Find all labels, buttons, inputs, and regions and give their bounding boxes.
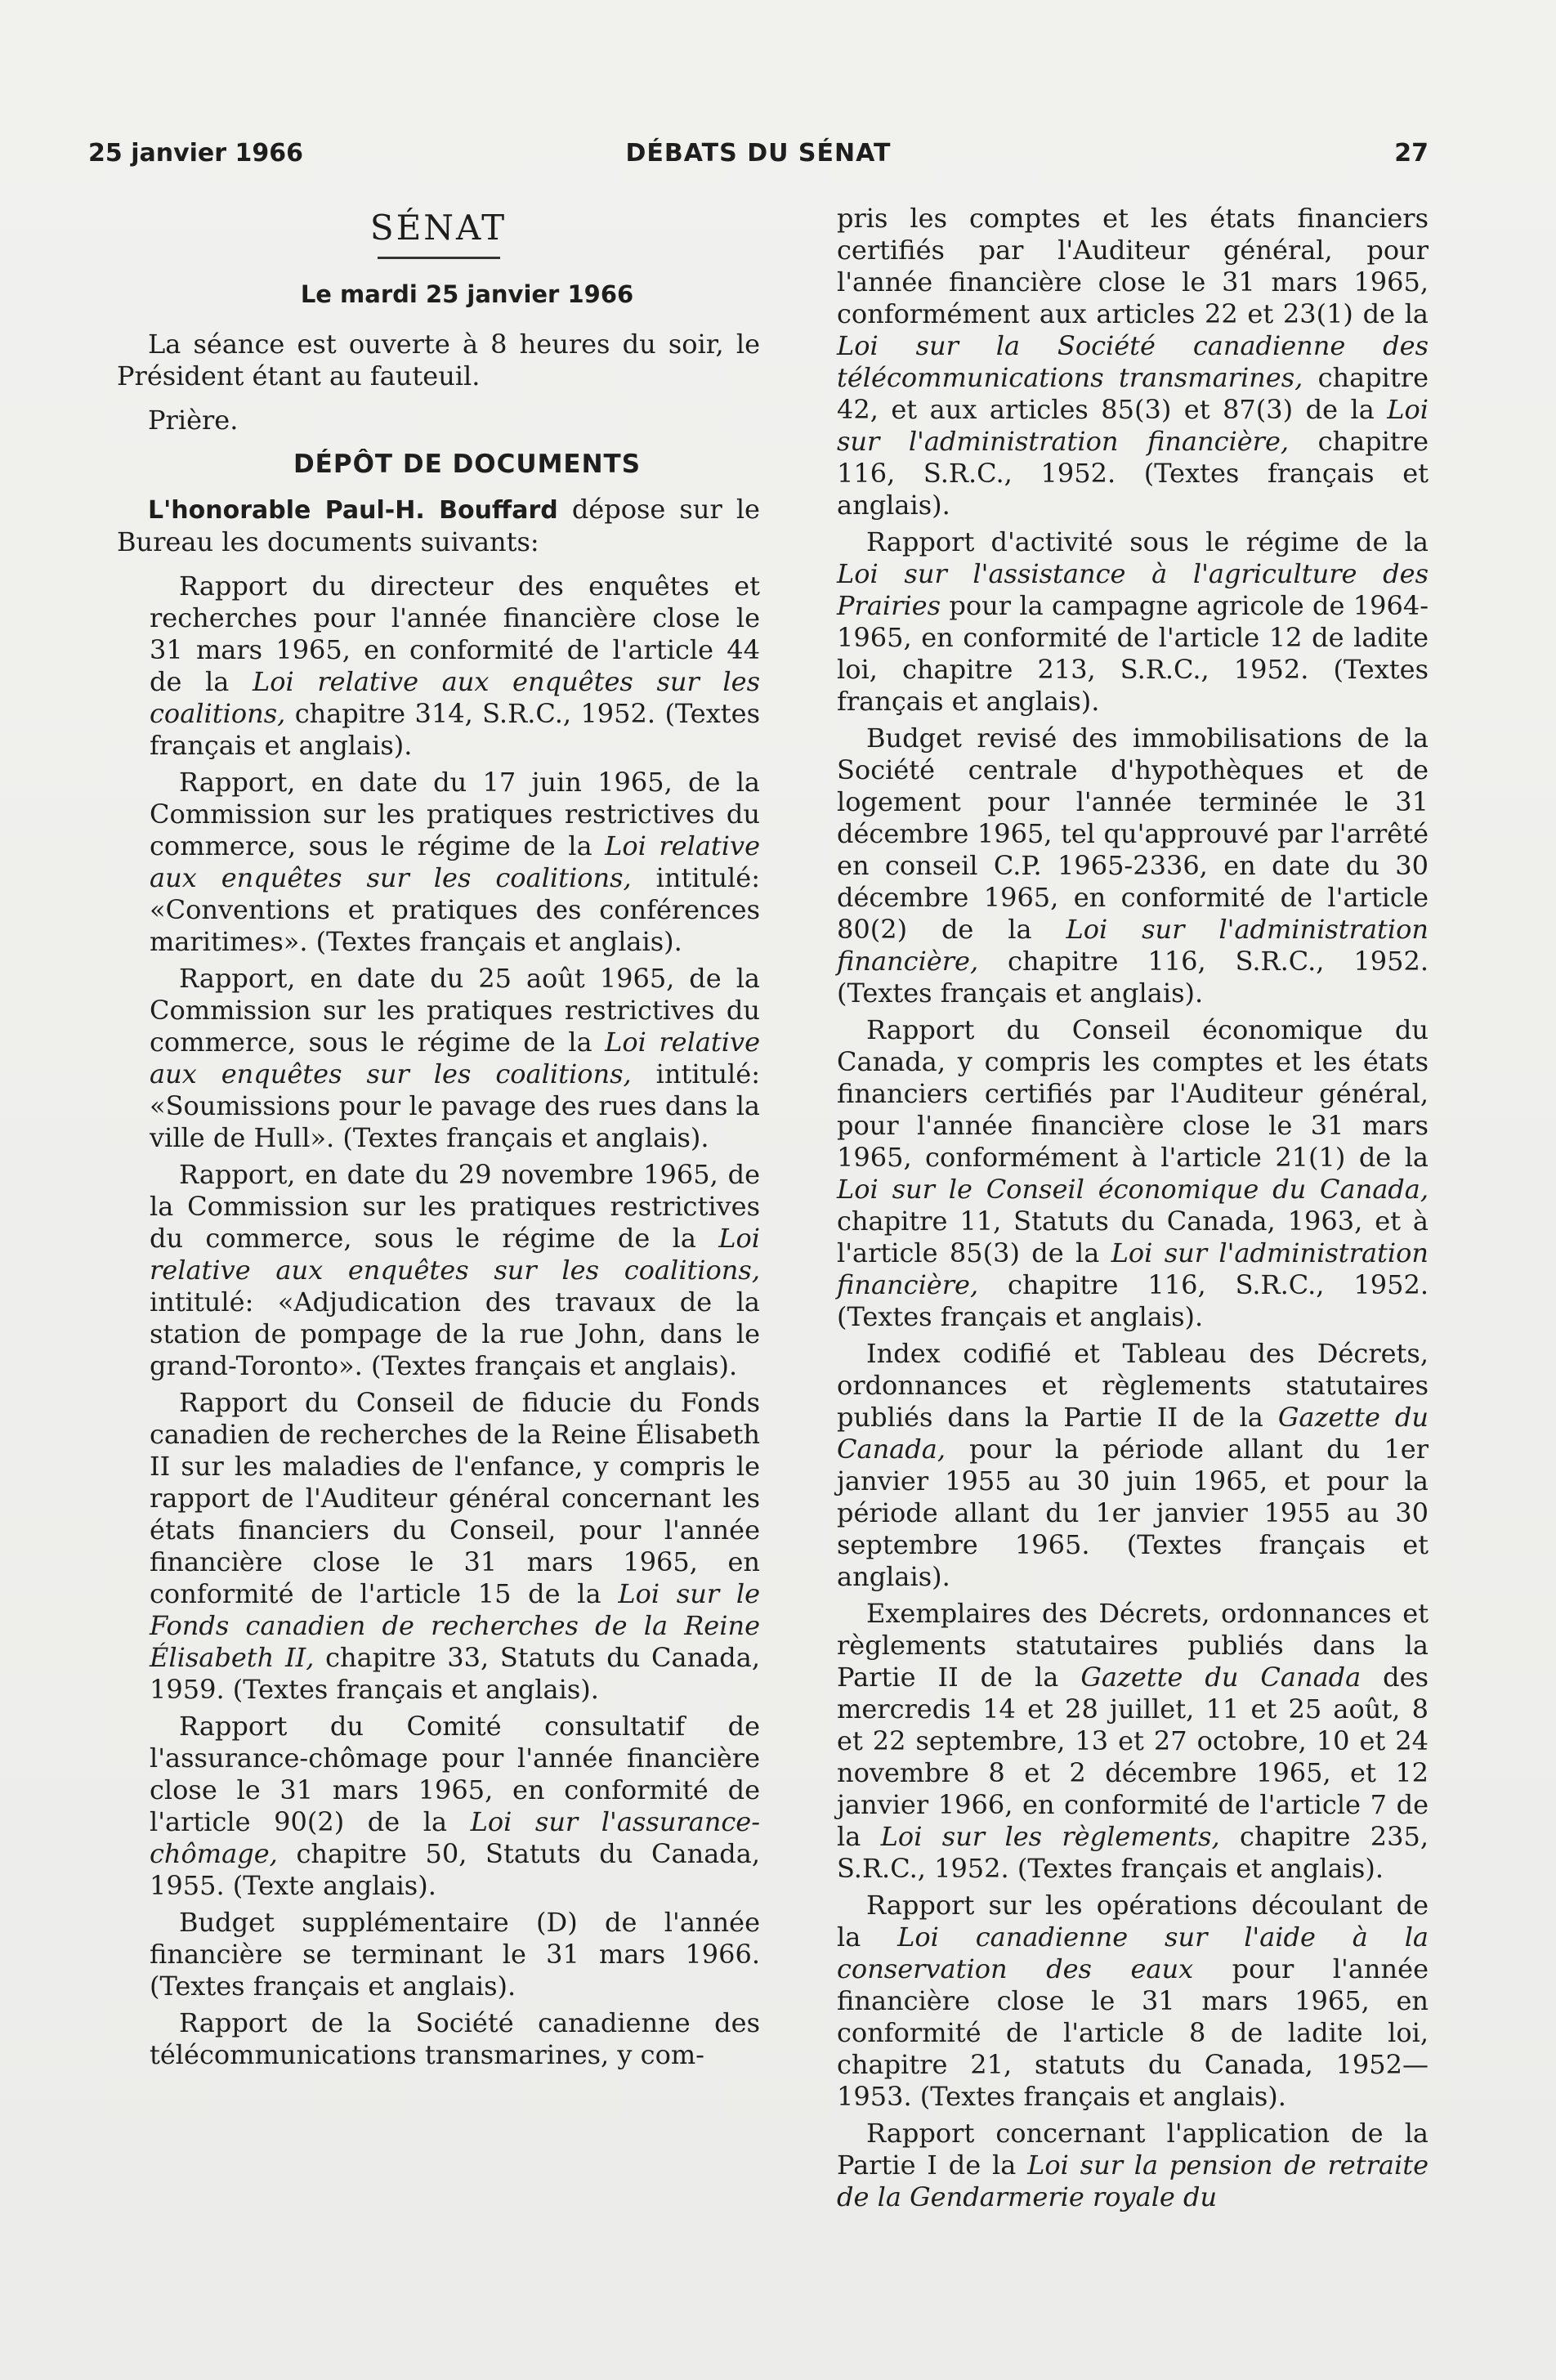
statute-title: Loi sur le Conseil économique du Canada, [837, 1174, 1429, 1205]
document-item [150, 1159, 760, 1382]
document-text: chapitre 116, S.R.C., 1952. (Textes français et anglais). [837, 426, 1429, 521]
document-text: pris les comptes et les états financiers certifiés par l'Auditeur général, pour l'année financière close le 31 mars 1965, conformément aux articles 22 et 23(1) de la [837, 203, 1429, 329]
document-text: Rapport du Conseil de fiducie du Fonds canadien de recherches de la Reine Élisabeth II sur les maladies de l'enfance, y compris le rapport de l'Auditeur général concernant les états financiers du Conseil, pour l'année financière close le 31 mars 1965, en conformité de l'article 15 de la [150, 1387, 760, 1609]
document-item [150, 767, 760, 958]
statute-title: Loi sur l'administration financière, [837, 1237, 1429, 1300]
running-head [88, 139, 1429, 172]
statute-title: Gazette du Canada [1080, 1662, 1362, 1693]
document-item [150, 570, 760, 762]
document-text: chapitre 235, S.R.C., 1952. (Textes français et anglais). [837, 1821, 1429, 1884]
document-item [837, 1598, 1429, 1885]
document-item [837, 2118, 1429, 2213]
document-text: chapitre 42, et aux articles 85(3) et 87(3) de la [837, 362, 1429, 425]
document-text: Rapport concernant l'application de la Partie I de la [837, 2118, 1429, 2181]
document-text: Rapport, en date du 17 juin 1965, de la Commission sur les pratiques restrictives du commerce, sous le régime de la [150, 767, 760, 861]
document-text: chapitre 116, S.R.C., 1952. (Textes français et anglais). [837, 1269, 1429, 1332]
document-text: Rapport de la Société canadienne des télécommunications transmarines, y com- [150, 2007, 760, 2070]
document-text: chapitre 50, Statuts du Canada, 1955. (Texte anglais). [150, 1838, 760, 1901]
statute-title: Loi sur la pension de retraite de la Gendarmerie royale du [837, 2150, 1429, 2212]
document-text: pour l'année financière close le 31 mars 1965, en conformité de l'article 8 de ladite loi, chapitre 21, statuts du Canada, 1952—1953. (Textes français et anglais). [837, 1953, 1429, 2112]
document-item [150, 1907, 760, 2002]
document-text: Rapport d'activité sous le régime de la [866, 526, 1429, 557]
running-head-date: 25 janvier 1966 [88, 139, 303, 168]
statute-title: Loi sur l'assurance-chômage, [150, 1806, 760, 1869]
opening-paragraph: La séance est ouverte à 8 heures du soir, le Président étant au fauteuil. [117, 329, 760, 391]
document-item [150, 2007, 760, 2071]
document-text: Rapport, en date du 29 novembre 1965, de la Commission sur les pratiques restrictives du commerce, sous le régime de la [150, 1159, 760, 1254]
document-text: pour la période allant du 1er janvier 1955 au 30 juin 1965, et pour la période allant du 1er janvier 1955 au 30 septembre 1965. (Textes français et anglais). [837, 1434, 1429, 1592]
document-item [150, 1711, 760, 1902]
sitting-date: Le mardi 25 janvier 1966 [300, 280, 634, 308]
document-text: Rapport sur les opérations découlant de la [837, 1890, 1429, 1953]
statute-title: Loi relative aux enquêtes sur les coalitions, [150, 666, 761, 729]
document-text: Rapport du directeur des enquêtes et recherches pour l'année financière close le 31 mars 1965, en conformité de l'article 44 de la [150, 570, 760, 697]
section-heading: DÉPÔT DE DOCUMENTS [293, 450, 642, 479]
statute-title: Loi sur l'administration financière, [837, 394, 1429, 457]
statute-title: Gazette du Canada, [837, 1402, 1429, 1465]
document-text: chapitre 33, Statuts du Canada, 1959. (Textes français et anglais). [150, 1642, 761, 1705]
document-text: chapitre 116, S.R.C., 1952. (Textes français et anglais). [837, 946, 1429, 1009]
statute-title: Loi sur les règlements, [880, 1821, 1220, 1852]
document-text: Rapport, en date du 25 août 1965, de la Commission sur les pratiques restrictives du commerce, sous le régime de la [150, 963, 760, 1058]
document-item [837, 1014, 1429, 1333]
document-text: chapitre 314, S.R.C., 1952. (Textes français et anglais). [150, 698, 760, 761]
document-text: intitulé: «Adjudication des travaux de la station de pompage de la rue John, dans le grand-Toronto». (Textes français et anglais). [150, 1286, 760, 1381]
right-column [837, 203, 1429, 2218]
document-text: Rapport du Conseil économique du Canada, y compris les comptes et les états financiers certifiés par l'Auditeur général, pour l'année financière close le 31 mars 1965, conformément à l'article 21(1) de la [837, 1014, 1429, 1173]
statute-title: Loi sur l'administration financière, [837, 914, 1429, 977]
statute-title: Loi relative aux enquêtes sur les coalitions, [150, 1223, 760, 1286]
prayer-paragraph: Prière. [148, 405, 239, 436]
left-document-list [117, 570, 760, 2071]
document-text: intitulé: «Soumissions pour le pavage des rues dans la ville de Hull». (Textes français et anglais). [150, 1058, 761, 1153]
document-text: Budget supplémentaire (D) de l'année financière se terminant le 31 mars 1966. (Textes français et anglais). [150, 1907, 760, 2002]
document-text: chapitre 11, Statuts du Canada, 1963, et à l'article 85(3) de la [837, 1206, 1429, 1268]
page-number: 27 [1394, 139, 1429, 168]
speaker-name: L'honorable Paul-H. Bouffard [148, 496, 558, 525]
document-item [150, 963, 760, 1154]
tabling-text: dépose sur le Bureau les documents suivants: [117, 494, 760, 557]
chamber-title: SÉNAT [369, 208, 507, 248]
title-rule [378, 257, 500, 259]
running-head-title: DÉBATS DU SÉNAT [625, 139, 892, 168]
document-text: Exemplaires des Décrets, ordonnances et règlements statutaires publiés dans la Partie II de la [837, 1598, 1429, 1693]
document-text: Rapport du Comité consultatif de l'assurance-chômage pour l'année financière close le 31 mars 1965, en conformité de l'article 90(2) de la [150, 1711, 760, 1837]
document-text: des mercredis 14 et 28 juillet, 11 et 25 août, 8 et 22 septembre, 13 et 27 octobre, 10 et 24 novembre 8 et 2 décembre 1965, et 12 janvier 1966, en conformité de l'article 7 de la [837, 1662, 1429, 1852]
right-document-list [837, 203, 1429, 2213]
document-item [837, 1338, 1429, 1593]
tabling-paragraph [117, 494, 760, 558]
document-item [150, 1387, 760, 1706]
document-text: Budget revisé des immobilisations de la Société centrale d'hypothèques et de logement pour l'année terminée le 31 décembre 1965, tel qu'approuvé par l'arrêté en conseil C.P. 1965-2336, en date du 30 décembre 1965, en conformité de l'article 80(2) de la [837, 722, 1429, 945]
statute-title: Loi relative aux enquêtes sur les coalitions, [150, 830, 761, 893]
document-text: intitulé: «Conventions et pratiques des conférences maritimes». (Textes français et anglais). [150, 862, 761, 957]
document-item [837, 1890, 1429, 2113]
document-text: pour la campagne agricole de 1964-1965, en conformité de l'article 12 de ladite loi, chapitre 213, S.R.C., 1952. (Textes français et anglais). [837, 590, 1429, 717]
statute-title: Loi canadienne sur l'aide à la conservation des eaux [837, 1921, 1429, 1984]
statute-title: Loi sur le Fonds canadien de recherches de la Reine Élisabeth II, [150, 1578, 761, 1673]
document-item [837, 526, 1429, 718]
document-text: Index codifié et Tableau des Décrets, ordonnances et règlements statutaires publiés dans la Partie II de la [837, 1338, 1429, 1433]
document-item [837, 203, 1429, 521]
statute-title: Loi sur la Société canadienne des télécommunications transmarines, [837, 330, 1429, 393]
statute-title: Loi relative aux enquêtes sur les coalitions, [150, 1027, 761, 1089]
document-item [837, 722, 1429, 1009]
left-column [117, 203, 760, 2076]
statute-title: Loi sur l'assistance à l'agriculture des Prairies [837, 558, 1429, 621]
